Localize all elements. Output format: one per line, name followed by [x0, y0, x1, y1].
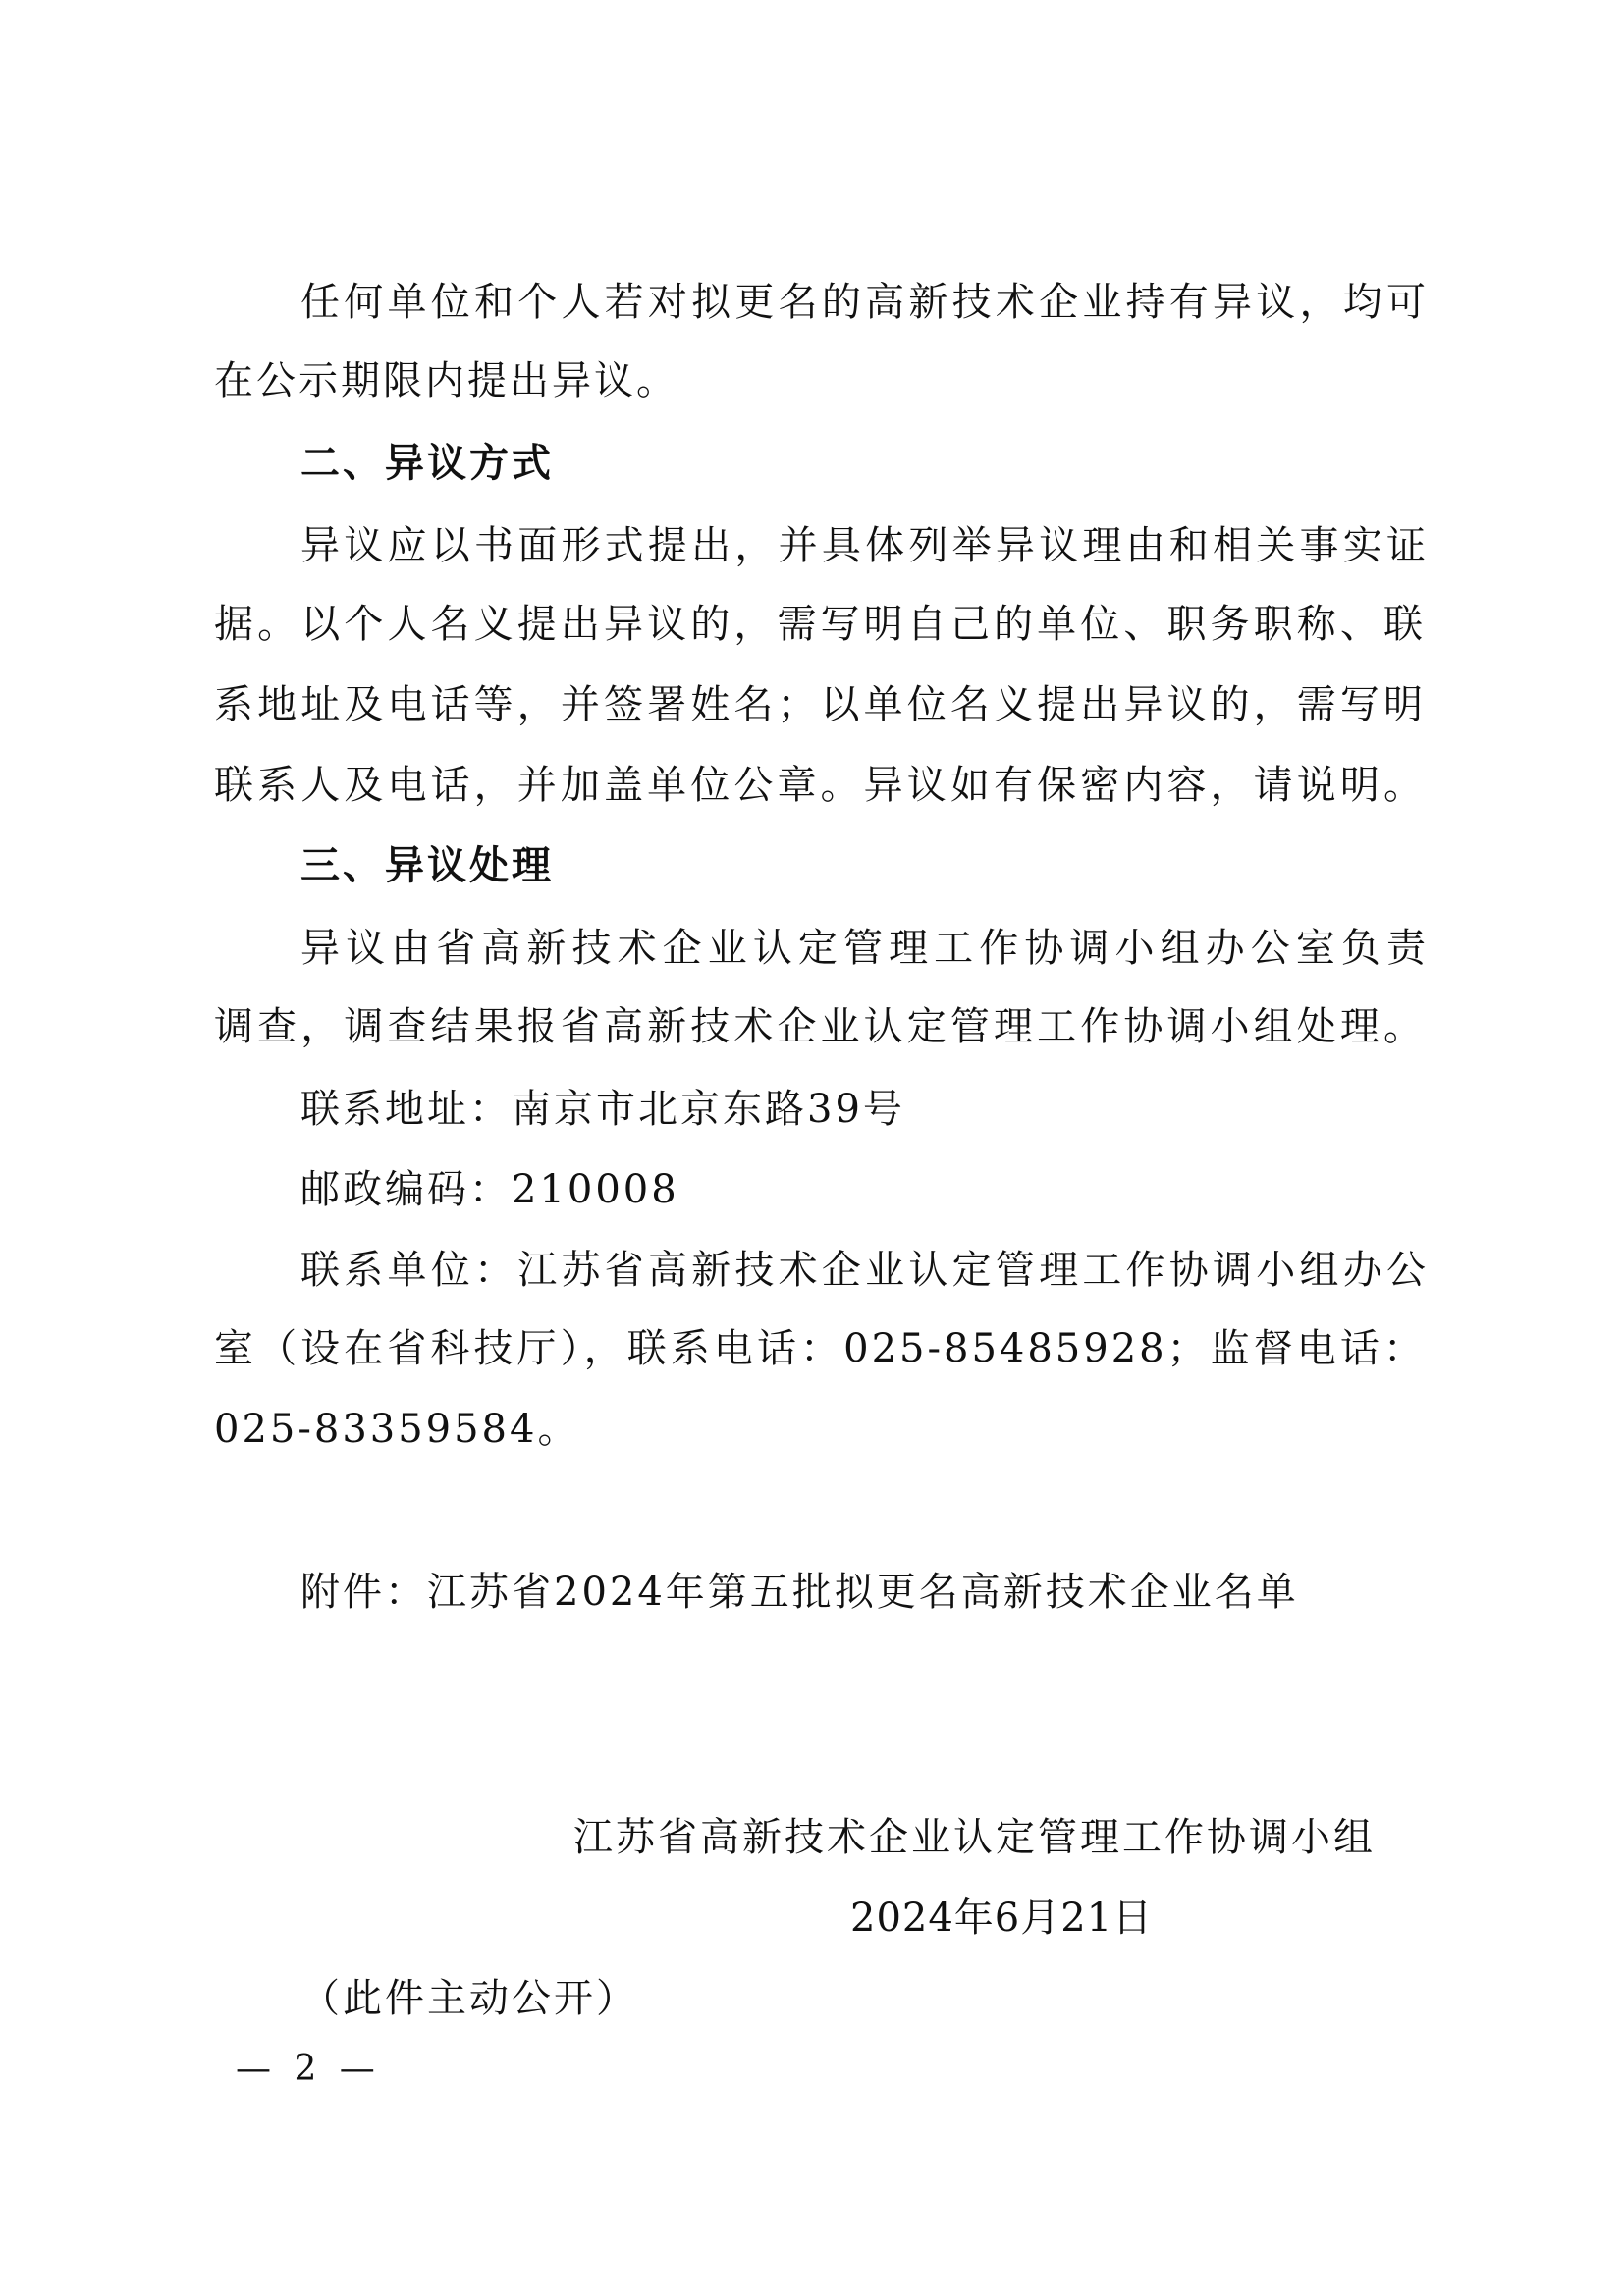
intro-line-2: 在公示期限内提出异议。	[214, 358, 678, 403]
contact-unit-line-2: 室（设在省科技厅），联系电话：025-85485928；监督电话：	[214, 1326, 1426, 1371]
contact-postcode: 邮政编码：210008	[300, 1167, 679, 1212]
public-note: （此件主动公开）	[300, 1976, 638, 2021]
contact-address: 联系地址：南京市北京东路39号	[300, 1087, 905, 1132]
attachment-line: 附件：江苏省2024年第五批拟更名高新技术企业名单	[300, 1570, 1299, 1615]
page-number: — 2 —	[236, 2049, 381, 2089]
signature-date: 2024年6月21日	[850, 1896, 1154, 1941]
section-3-line-2: 调查，调查结果报省高新技术企业认定管理工作协调小组处理。	[214, 1004, 1426, 1049]
section-2-line-3: 系地址及电话等，并签署姓名；以单位名义提出异议的，需写明	[214, 682, 1426, 727]
contact-unit-line-3: 025-83359584。	[214, 1407, 580, 1452]
section-3-line-1: 异议由省高新技术企业认定管理工作协调小组办公室负责	[300, 926, 1426, 971]
section-2-line-1: 异议应以书面形式提出，并具体列举异议理由和相关事实证	[300, 523, 1426, 568]
contact-unit-line-1: 联系单位：江苏省高新技术企业认定管理工作协调小组办公	[300, 1248, 1426, 1293]
signature-org: 江苏省高新技术企业认定管理工作协调小组	[573, 1815, 1376, 1860]
section-2-line-4: 联系人及电话，并加盖单位公章。异议如有保密内容，请说明。	[214, 763, 1426, 808]
section-2-line-2: 据。以个人名义提出异议的，需写明自己的单位、职务职称、联	[214, 602, 1426, 647]
section-2-heading: 二、异议方式	[300, 441, 554, 486]
intro-line-1: 任何单位和个人若对拟更名的高新技术企业持有异议，均可	[300, 280, 1426, 325]
section-3-heading: 三、异议处理	[300, 843, 554, 888]
